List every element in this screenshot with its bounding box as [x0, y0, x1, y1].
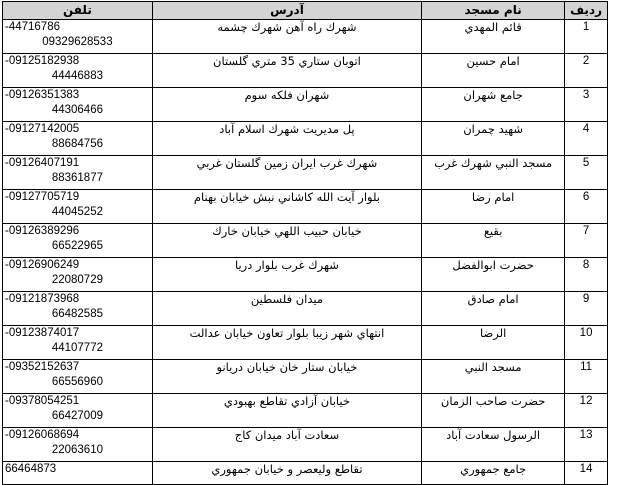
address-cell[interactable]: سعادت آباد ميدان كاج	[152, 428, 421, 462]
phone-cell[interactable]	[3, 292, 153, 326]
phone-line-2: 66427009	[51, 410, 103, 422]
address-cell[interactable]: شهران فلكه سوم	[152, 88, 421, 122]
mosque-name-cell[interactable]: امام صادق	[422, 292, 565, 326]
address-cell[interactable]: ميدان فلسطين	[152, 292, 421, 326]
table-row	[3, 156, 608, 190]
phone-line-1: -09126389296	[5, 225, 80, 237]
phone-cell[interactable]	[3, 360, 153, 394]
mosque-name-cell[interactable]: شهيد چمران	[422, 122, 565, 156]
mosque-name-cell[interactable]: قائم المهدي	[422, 20, 565, 54]
row-number-cell[interactable]: 9	[565, 292, 608, 326]
address-cell[interactable]: شهرك راه آهن شهرك چشمه	[152, 20, 421, 54]
mosque-name-cell[interactable]: امام حسين	[422, 54, 565, 88]
row-number-cell[interactable]: 12	[565, 394, 608, 428]
mosque-table	[2, 1, 608, 485]
header-row	[3, 2, 608, 20]
address-cell[interactable]: تقاطع وليعصر و خيابان جمهوري	[152, 462, 421, 485]
mosque-name-cell[interactable]: الرضا	[422, 326, 565, 360]
phone-line-1: -44716786	[5, 21, 60, 33]
row-number-cell[interactable]: 1	[565, 20, 608, 54]
phone-cell[interactable]	[3, 54, 153, 88]
row-number-cell[interactable]: 13	[565, 428, 608, 462]
address-cell[interactable]: خيابان آزادي تقاطع بهبودي	[152, 394, 421, 428]
address-cell[interactable]: خيابان حبيب اللهي خيابان خارك	[152, 224, 421, 258]
address-cell[interactable]: پل مديريت شهرك اسلام آباد	[152, 122, 421, 156]
phone-line-2: 88684756	[51, 138, 103, 150]
phone-cell[interactable]	[3, 88, 153, 122]
table-row	[3, 54, 608, 88]
address-cell[interactable]: انتهاي شهر زيبا بلوار تعاون خيابان عدالت	[152, 326, 421, 360]
mosque-name-cell[interactable]: جامع شهران	[422, 88, 565, 122]
mosque-name-cell[interactable]: حضرت ابوالفضل	[422, 258, 565, 292]
phone-line-1: -09126906249	[5, 259, 80, 271]
row-number-cell[interactable]: 2	[565, 54, 608, 88]
address-cell[interactable]: شهرك غرب بلوار دريا	[152, 258, 421, 292]
phone-cell[interactable]	[3, 428, 153, 462]
table-row	[3, 292, 608, 326]
phone-cell[interactable]	[3, 326, 153, 360]
row-number-cell[interactable]: 8	[565, 258, 608, 292]
phone-line-1: -09121873968	[5, 293, 80, 305]
phone-line-2: 44107772	[51, 342, 103, 354]
phone-cell[interactable]	[3, 156, 153, 190]
table-row	[3, 258, 608, 292]
header-address: آدرس	[152, 2, 421, 20]
phone-cell[interactable]	[3, 122, 153, 156]
phone-line-2: 66522965	[51, 240, 103, 252]
table-row	[3, 224, 608, 258]
address-cell[interactable]: خيابان ستار خان خيابان دريانو	[152, 360, 421, 394]
phone-line-1: -09127705719	[5, 191, 80, 203]
phone-line-2: 66556960	[51, 376, 103, 388]
phone-line-1: -09352152637	[5, 361, 80, 373]
row-number-cell[interactable]: 6	[565, 190, 608, 224]
mosque-name-cell[interactable]: بقيع	[422, 224, 565, 258]
phone-cell[interactable]	[3, 190, 153, 224]
header-phone: تلفن	[3, 2, 153, 20]
phone-line-1: -09123874017	[5, 327, 80, 339]
phone-line-2: 44306466	[51, 104, 103, 116]
phone-line-1: -09126351383	[5, 89, 80, 101]
phone-cell[interactable]	[3, 258, 153, 292]
row-number-cell[interactable]: 5	[565, 156, 608, 190]
address-cell[interactable]: شهرك غرب ايران زمين گلستان غربي	[152, 156, 421, 190]
phone-line-1: -09127142005	[5, 123, 80, 135]
table-body	[3, 20, 608, 485]
phone-line-2: 88361877	[51, 172, 103, 184]
table-row	[3, 122, 608, 156]
phone-line-2: 09329628533	[42, 36, 113, 48]
table-row	[3, 20, 608, 54]
phone-line-1: -09378054251	[5, 395, 80, 407]
row-number-cell[interactable]: 11	[565, 360, 608, 394]
row-number-cell[interactable]: 10	[565, 326, 608, 360]
phone-line-2: 66482585	[51, 308, 103, 320]
mosque-name-cell[interactable]: امام رضا	[422, 190, 565, 224]
phone-line-1: -09126407191	[5, 157, 80, 169]
mosque-name-cell[interactable]: حضرت صاحب الزمان	[422, 394, 565, 428]
row-number-cell[interactable]: 14	[565, 462, 608, 485]
phone-cell[interactable]	[3, 394, 153, 428]
phone-line-2: 44045252	[51, 206, 103, 218]
phone-cell[interactable]	[3, 462, 153, 485]
phone-line-1: -09126068694	[5, 429, 80, 441]
header-row-number: رديف	[565, 2, 608, 20]
phone-line-1: -09125182938	[5, 55, 80, 67]
phone-cell[interactable]	[3, 224, 153, 258]
row-number-cell[interactable]: 7	[565, 224, 608, 258]
address-cell[interactable]: اتوبان ستاري 35 متري گلستان	[152, 54, 421, 88]
mosque-name-cell[interactable]: جامع جمهوري	[422, 462, 565, 485]
table-row	[3, 88, 608, 122]
table-row	[3, 462, 608, 485]
phone-line-2: 44446883	[51, 70, 103, 82]
row-number-cell[interactable]: 3	[565, 88, 608, 122]
header-mosque-name: نام مسجد	[422, 2, 565, 20]
phone-line-2: 22063610	[51, 444, 103, 456]
address-cell[interactable]: بلوار آيت الله كاشاني نبش خيابان بهنام	[152, 190, 421, 224]
table-row	[3, 394, 608, 428]
phone-line-2: 22080729	[51, 274, 103, 286]
mosque-name-cell[interactable]: الرسول سعادت آباد	[422, 428, 565, 462]
table-row	[3, 326, 608, 360]
table-row	[3, 190, 608, 224]
phone-line-1: 66464873	[5, 463, 57, 475]
table-row	[3, 360, 608, 394]
mosque-name-cell[interactable]: مسجد النبي شهرك غرب	[422, 156, 565, 190]
row-number-cell[interactable]: 4	[565, 122, 608, 156]
table-row	[3, 428, 608, 462]
mosque-name-cell[interactable]: مسجد النبي	[422, 360, 565, 394]
phone-cell[interactable]	[3, 20, 153, 54]
